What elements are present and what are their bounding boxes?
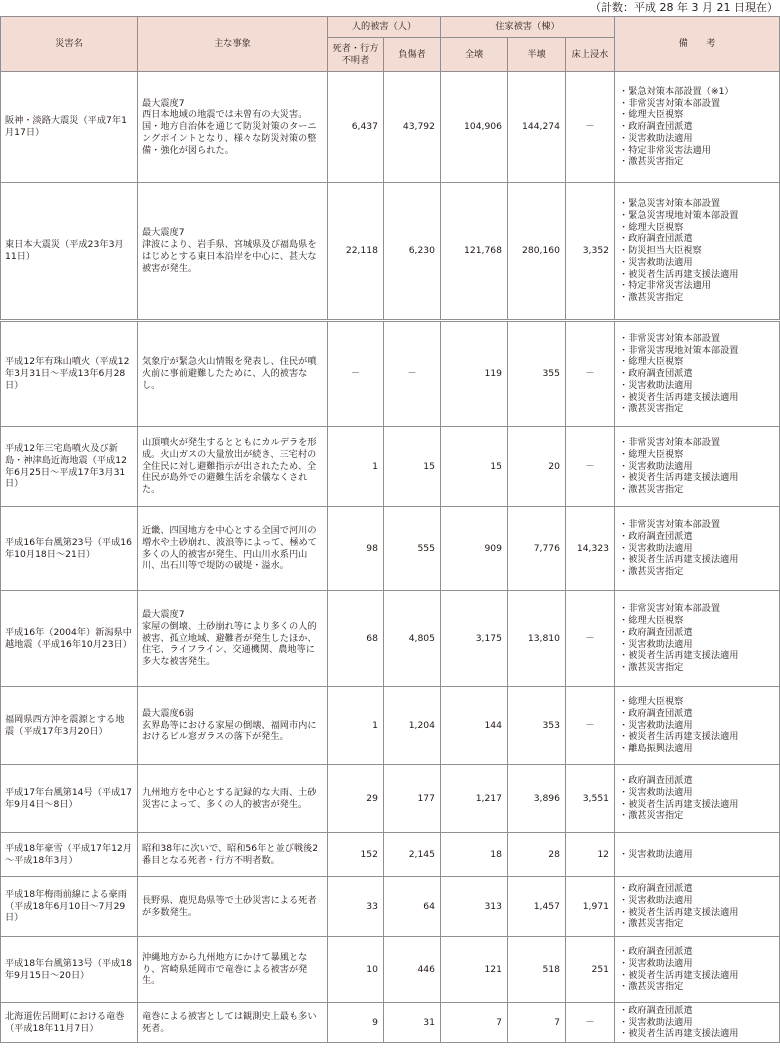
- table-row: [1, 183, 780, 321]
- value-flood: 14,323: [566, 507, 615, 591]
- remark-item: ・ 災害救助法適用: [619, 849, 777, 861]
- table-row: [1, 1003, 780, 1043]
- value-injured: 1,204: [384, 687, 441, 765]
- remark-item: ・ 特定非常災害法適用: [619, 145, 777, 157]
- event-line: 玄界島等における家屋の倒壊、福岡市内におけるビル窓ガラスの落下が発生。: [142, 719, 317, 743]
- remark-item: ・ 非常災害対策本部設置: [619, 603, 777, 615]
- event-line: 最大震度7: [142, 609, 185, 620]
- remark-item: ・ 災害救助法適用: [619, 380, 777, 392]
- main-event: [138, 321, 328, 427]
- value-half: 20: [508, 427, 566, 507]
- remark-item: ・ 政府調査団派遣: [619, 627, 777, 639]
- value-injured: 2,145: [384, 833, 441, 877]
- remarks: [615, 507, 780, 591]
- table-row: [1, 591, 780, 687]
- table-row: [1, 877, 780, 937]
- value-full: 104,906: [441, 72, 508, 183]
- value-full: 121,768: [441, 183, 508, 321]
- event-line: 昭和38年に次いで、昭和56年と並び戦後2番目となる死者・行方不明者数。: [142, 842, 319, 866]
- event-line: 長野県、鹿児島県等で土砂災害による死者が多数発生。: [142, 894, 317, 918]
- value-flood: 3,551: [566, 765, 615, 833]
- value-injured: 555: [384, 507, 441, 591]
- remark-item: ・ 災害救助法適用: [619, 133, 777, 145]
- table-row: [1, 427, 780, 507]
- value-injured: 43,792: [384, 72, 441, 183]
- disaster-name: 東日本大震災（平成23年3月11日）: [1, 183, 138, 321]
- value-flood: －: [566, 1003, 615, 1043]
- value-flood: －: [566, 427, 615, 507]
- value-half: 3,896: [508, 765, 566, 833]
- event-line: 山頂噴火が発生するとともにカルデラを形成。火山ガスの大量放出が続き、三宅村の全住民に対し避難指示が出されたため、全住民が島外での避難生活を余儀なくされた。: [142, 437, 317, 496]
- remark-item: ・ 被災者生活再建支援法適用: [619, 907, 777, 919]
- header-remarks: 備 考: [615, 17, 780, 72]
- value-injured: 64: [384, 877, 441, 937]
- remarks: [615, 591, 780, 687]
- remark-item: ・ 被災者生活再建支援法適用: [619, 1028, 777, 1040]
- value-half: 13,810: [508, 591, 566, 687]
- value-flood: 251: [566, 937, 615, 1003]
- remark-item: ・ 被災者生活再建支援法適用: [619, 970, 777, 982]
- value-flood: 1,971: [566, 877, 615, 937]
- value-dead: 6,437: [328, 72, 384, 183]
- remark-item: ・ 離島振興法適用: [619, 743, 777, 755]
- value-flood: －: [566, 72, 615, 183]
- remark-item: ・ 緊急対策本部設置（※1）: [619, 86, 777, 98]
- remark-item: ・ 激甚災害指定: [619, 403, 777, 415]
- remark-item: ・ 非常災害現地対策本部設置: [619, 345, 777, 357]
- value-full: 1,217: [441, 765, 508, 833]
- remark-item: ・ 被災者生活再建支援法適用: [619, 472, 777, 484]
- value-flood: －: [566, 687, 615, 765]
- remark-item: ・ 災害救助法適用: [619, 639, 777, 651]
- disaster-name: 北海道佐呂間町における竜巻（平成18年11月7日）: [1, 1003, 138, 1043]
- disaster-table: [0, 16, 780, 1043]
- remark-item: ・ 総理大臣視察: [619, 109, 777, 121]
- remark-item: ・ 防災担当大臣視察: [619, 245, 777, 257]
- disaster-name: 平成12年有珠山噴火（平成12年3月31日～平成13年6月28日）: [1, 321, 138, 427]
- remarks: [615, 937, 780, 1003]
- disaster-name: 平成16年（2004年）新潟県中越地震（平成16年10月23日）: [1, 591, 138, 687]
- value-injured: 446: [384, 937, 441, 1003]
- value-dead: 1: [328, 427, 384, 507]
- main-event: [138, 427, 328, 507]
- disaster-name: 阪神・淡路大震災（平成7年1月17日）: [1, 72, 138, 183]
- remark-item: ・ 災害救助法適用: [619, 958, 777, 970]
- header-flood: 床上浸水: [566, 38, 615, 72]
- remarks: [615, 72, 780, 183]
- remarks: [615, 1003, 780, 1043]
- value-injured: 31: [384, 1003, 441, 1043]
- remarks: [615, 427, 780, 507]
- remark-item: ・ 災害救助法適用: [619, 1017, 777, 1029]
- event-line: 竜巻による被害としては観測史上最も多い死者。: [142, 1010, 317, 1034]
- value-dead: 10: [328, 937, 384, 1003]
- value-full: 121: [441, 937, 508, 1003]
- remark-item: ・ 緊急災害現地対策本部設置: [619, 210, 777, 222]
- remark-item: ・ 激甚災害指定: [619, 566, 777, 578]
- value-dead: 1: [328, 687, 384, 765]
- table-row: [1, 72, 780, 183]
- header-half: 半壊: [508, 38, 566, 72]
- header-house: 住家被害（棟）: [441, 17, 615, 38]
- value-flood: 12: [566, 833, 615, 877]
- as-of-note: （計数：平成 28 年 3 月 21 日現在）: [590, 1, 778, 14]
- value-half: 7: [508, 1003, 566, 1043]
- remarks: [615, 833, 780, 877]
- remark-item: ・ 特定非常災害法適用: [619, 280, 777, 292]
- remarks: [615, 183, 780, 321]
- main-event: [138, 591, 328, 687]
- remark-item: ・ 激甚災害指定: [619, 156, 777, 168]
- remark-item: ・ 総理大臣視察: [619, 222, 777, 234]
- value-injured: 4,805: [384, 591, 441, 687]
- remark-item: ・ 総理大臣視察: [619, 449, 777, 461]
- remark-item: ・ 政府調査団派遣: [619, 121, 777, 133]
- event-line: 最大震度7: [142, 97, 185, 109]
- remark-item: ・ 政府調査団派遣: [619, 233, 777, 245]
- event-line: 津波により、岩手県、宮城県及び福島県をはじめとする東日本沿岸を中心に、甚大な被害が発生。: [142, 239, 317, 274]
- table-row: [1, 937, 780, 1003]
- header-name: 災害名: [1, 17, 138, 72]
- disaster-name: 平成18年豪雪（平成17年12月～平成18年3月）: [1, 833, 138, 877]
- value-half: 353: [508, 687, 566, 765]
- remark-item: ・ 被災者生活再建支援法適用: [619, 799, 777, 811]
- value-half: 355: [508, 321, 566, 427]
- value-dead: 98: [328, 507, 384, 591]
- value-full: 313: [441, 877, 508, 937]
- main-event: [138, 877, 328, 937]
- value-injured: －: [384, 321, 441, 427]
- remark-item: ・ 非常災害対策本部設置: [619, 98, 777, 110]
- remark-item: ・ 被災者生活再建支援法適用: [619, 650, 777, 662]
- disaster-name: 平成18年梅雨前線による豪雨（平成18年6月10日～7月29日）: [1, 877, 138, 937]
- remark-item: ・ 災害救助法適用: [619, 257, 777, 269]
- remark-item: ・ 非常災害対策本部設置: [619, 437, 777, 449]
- value-flood: －: [566, 321, 615, 427]
- table-row: [1, 687, 780, 765]
- remark-item: ・ 激甚災害指定: [619, 292, 777, 304]
- remark-item: ・ 被災者生活再建支援法適用: [619, 731, 777, 743]
- disaster-name: 平成12年三宅島噴火及び新島・神津島近海地震（平成12年6月25日～平成17年3月31日）: [1, 427, 138, 507]
- value-full: 18: [441, 833, 508, 877]
- remark-item: ・ 激甚災害指定: [619, 662, 777, 674]
- main-event: [138, 72, 328, 183]
- remark-item: ・ 被災者生活再建支援法適用: [619, 269, 777, 281]
- table-row: [1, 765, 780, 833]
- table-row: [1, 507, 780, 591]
- main-event: [138, 833, 328, 877]
- value-dead: 29: [328, 765, 384, 833]
- remark-item: ・ 政府調査団派遣: [619, 946, 777, 958]
- remark-item: ・ 政府調査団派遣: [619, 531, 777, 543]
- event-line: 近畿、四国地方を中心とする全国で河川の増水や土砂崩れ、波浪等によって、極めて多くの人的被害が発生、円山川水系円山川、出石川等で堤防の破堤・溢水。: [142, 524, 317, 572]
- value-dead: 33: [328, 877, 384, 937]
- disaster-name: 福岡県西方沖を震源とする地震（平成17年3月20日）: [1, 687, 138, 765]
- header-event: 主な事象: [138, 17, 328, 72]
- event-line: 最大震度6弱: [142, 707, 194, 719]
- remark-item: ・ 災害救助法適用: [619, 787, 777, 799]
- header-human: 人的被害（人）: [328, 17, 441, 38]
- remark-item: ・ 災害救助法適用: [619, 543, 777, 555]
- event-line: 気象庁が緊急火山情報を発表し、住民が噴火前に事前避難したために、人的被害なし。: [142, 356, 317, 391]
- remark-item: ・ 政府調査団派遣: [619, 883, 777, 895]
- header-injured: 負傷者: [384, 38, 441, 72]
- value-injured: 177: [384, 765, 441, 833]
- main-event: [138, 687, 328, 765]
- value-half: 28: [508, 833, 566, 877]
- value-half: 7,776: [508, 507, 566, 591]
- remark-item: ・ 総理大臣視察: [619, 356, 777, 368]
- main-event: [138, 765, 328, 833]
- header-full: 全壊: [441, 38, 508, 72]
- value-full: 909: [441, 507, 508, 591]
- value-full: 7: [441, 1003, 508, 1043]
- disaster-name: 平成18年台風第13号（平成18年9月15日～20日）: [1, 937, 138, 1003]
- remark-item: ・ 政府調査団派遣: [619, 368, 777, 380]
- value-half: 518: [508, 937, 566, 1003]
- event-line: 家屋の倒壊、土砂崩れ等により多くの人的被害、孤立地域、避難者が発生したほか、住宅、ライフライン、交通機関、農地等に多大な被害発生。: [142, 620, 317, 668]
- remarks: [615, 765, 780, 833]
- remarks: [615, 687, 780, 765]
- remark-item: ・ 激甚災害指定: [619, 484, 777, 496]
- main-event: [138, 1003, 328, 1043]
- disaster-name: 平成17年台風第14号（平成17年9月4日～8日）: [1, 765, 138, 833]
- value-half: 144,274: [508, 72, 566, 183]
- remark-item: ・ 激甚災害指定: [619, 810, 777, 822]
- main-event: [138, 937, 328, 1003]
- value-dead: 152: [328, 833, 384, 877]
- value-flood: －: [566, 591, 615, 687]
- remark-item: ・ 政府調査団派遣: [619, 1005, 777, 1017]
- main-event: [138, 183, 328, 321]
- table-row: [1, 321, 780, 427]
- remark-item: ・ 被災者生活再建支援法適用: [619, 554, 777, 566]
- value-injured: 15: [384, 427, 441, 507]
- table-body: [1, 72, 780, 1043]
- remark-item: ・ 非常災害対策本部設置: [619, 519, 777, 531]
- remark-item: ・ 政府調査団派遣: [619, 775, 777, 787]
- value-full: 3,175: [441, 591, 508, 687]
- value-half: 1,457: [508, 877, 566, 937]
- table-row: [1, 833, 780, 877]
- remark-item: ・ 政府調査団派遣: [619, 708, 777, 720]
- value-full: 144: [441, 687, 508, 765]
- remark-item: ・ 災害救助法適用: [619, 461, 777, 473]
- value-dead: 22,118: [328, 183, 384, 321]
- value-dead: 9: [328, 1003, 384, 1043]
- value-dead: 68: [328, 591, 384, 687]
- main-event: [138, 507, 328, 591]
- remark-item: ・ 総理大臣視察: [619, 615, 777, 627]
- event-line: 九州地方を中心とする記録的な大雨、土砂災害によって、多くの人的被害が発生。: [142, 786, 317, 810]
- remark-item: ・ 激甚災害指定: [619, 981, 777, 993]
- event-line: 最大震度7: [142, 227, 185, 239]
- value-dead: －: [328, 321, 384, 427]
- remark-item: ・ 総理大臣視察: [619, 696, 777, 708]
- header-dead: 死者・行方不明者: [328, 38, 384, 72]
- value-injured: 6,230: [384, 183, 441, 321]
- value-full: 15: [441, 427, 508, 507]
- value-half: 280,160: [508, 183, 566, 321]
- remarks: [615, 877, 780, 937]
- remark-item: ・ 災害救助法適用: [619, 895, 777, 907]
- remark-item: ・ 緊急災害対策本部設置: [619, 198, 777, 210]
- event-line: 沖縄地方から九州地方にかけて暴風となり、宮崎県延岡市で竜巻による被害が発生。: [142, 951, 308, 987]
- disaster-name: 平成16年台風第23号（平成16年10月18日～21日）: [1, 507, 138, 591]
- remarks: [615, 321, 780, 427]
- remark-item: ・ 被災者生活再建支援法適用: [619, 392, 777, 404]
- event-line: 西日本地域の地震では未曾有の大災害。国・地方自治体を通じて防災対策のターニングポイントとなり、様々な防災対策の整備・強化が図られた。: [142, 109, 317, 156]
- remark-item: ・ 災害救助法適用: [619, 720, 777, 732]
- remark-item: ・ 激甚災害指定: [619, 918, 777, 930]
- remark-item: ・ 非常災害対策本部設置: [619, 333, 777, 345]
- value-flood: 3,352: [566, 183, 615, 321]
- value-full: 119: [441, 321, 508, 427]
